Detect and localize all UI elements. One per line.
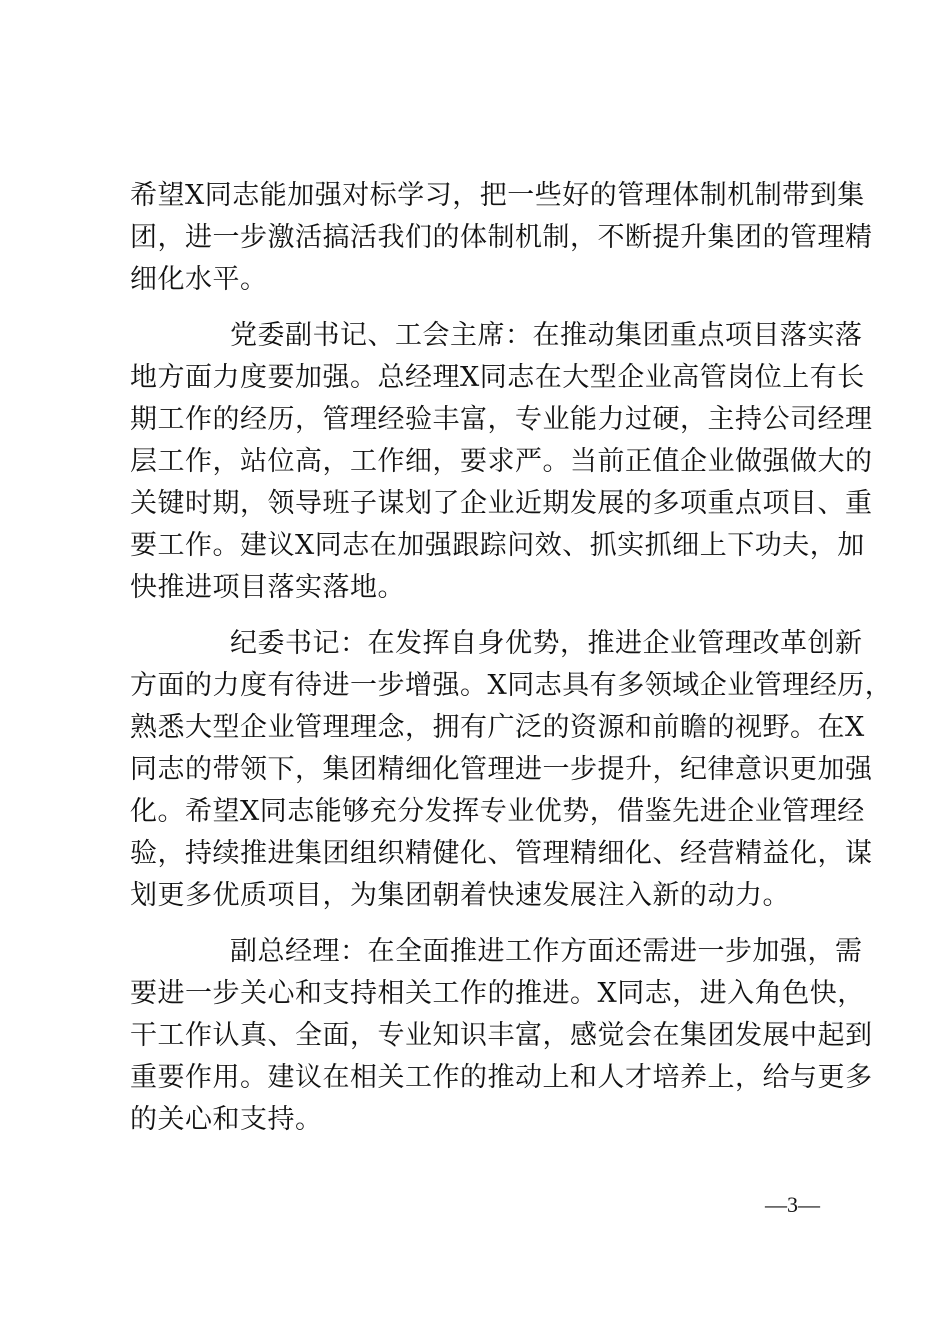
body-text-line: 验，持续推进集团组织精健化、管理精细化、经营精益化，谋: [130, 838, 873, 869]
body-text-line: 细化水平。: [130, 264, 268, 295]
section-lead-line: 纪委书记：在发挥自身优势，推进企业管理改革创新: [230, 628, 863, 659]
body-text-line: 要工作。建议X同志在加强跟踪问效、抓实抓细上下功夫，加: [130, 530, 865, 561]
body-text-line: 划更多优质项目，为集团朝着快速发展注入新的动力。: [130, 880, 790, 911]
body-text-line: 快推进项目落实落地。: [130, 572, 405, 603]
body-text-line: 方面的力度有待进一步增强。X同志具有多领域企业管理经历，: [130, 670, 893, 701]
body-text-line: 期工作的经历，管理经验丰富，专业能力过硬，主持公司经理: [130, 404, 873, 435]
body-text-line: 层工作，站位高，工作细，要求严。当前正值企业做强做大的: [130, 446, 873, 477]
page-number: —3—: [765, 1192, 820, 1217]
body-text-line: 要进一步关心和支持相关工作的推进。X同志，进入角色快，: [130, 978, 865, 1009]
body-text-line: 化。希望X同志能够充分发挥专业优势，借鉴先进企业管理经: [130, 796, 865, 827]
body-text-line: 重要作用。建议在相关工作的推动上和人才培养上，给与更多: [130, 1062, 873, 1093]
body-text-line: 熟悉大型企业管理理念，拥有广泛的资源和前瞻的视野。在X: [130, 712, 865, 743]
body-text-line: 希望X同志能加强对标学习，把一些好的管理体制机制带到集: [130, 180, 865, 211]
section-lead-line: 党委副书记、工会主席：在推动集团重点项目落实落: [230, 320, 863, 351]
body-text-line: 同志的带领下，集团精细化管理进一步提升，纪律意识更加强: [130, 754, 873, 785]
body-text-line: 地方面力度要加强。总经理X同志在大型企业高管岗位上有长: [130, 362, 865, 393]
body-text-line: 团，进一步激活搞活我们的体制机制，不断提升集团的管理精: [130, 222, 873, 253]
body-text-line: 的关心和支持。: [130, 1104, 323, 1135]
section-lead-line: 副总经理：在全面推进工作方面还需进一步加强，需: [230, 936, 863, 967]
body-text-line: 干工作认真、全面，专业知识丰富，感觉会在集团发展中起到: [130, 1020, 873, 1051]
body-text-line: 关键时期，领导班子谋划了企业近期发展的多项重点项目、重: [130, 488, 873, 519]
